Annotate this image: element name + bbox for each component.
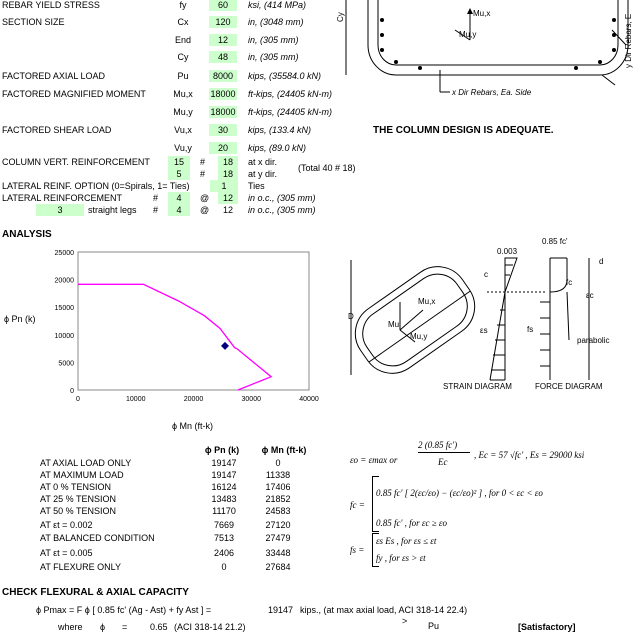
ec-label: εc	[586, 291, 594, 300]
vert-at1: at x dir.	[248, 157, 278, 167]
input-symbol: Cy	[177, 52, 189, 62]
vert-hash1: #	[200, 157, 206, 167]
formula-fs-r2: fy , for εs > εt	[376, 553, 426, 563]
input-label: FACTORED AXIAL LOAD	[2, 71, 106, 81]
formula-fc-r1: 0.85 fc' [ 2(εc/εo) − (εc/εo)² ] , for 0 < εc < εo	[376, 488, 543, 498]
input-value[interactable]: 20	[217, 143, 228, 153]
chart-ylabel: ϕ Pn (k)	[4, 314, 36, 324]
input-symbol: Mu,y	[173, 107, 193, 117]
input-value[interactable]: 18000	[210, 107, 236, 117]
legs-n[interactable]: 3	[57, 205, 63, 215]
input-label: FACTORED SHEAR LOAD	[2, 125, 112, 135]
pu-label: Pu	[428, 621, 440, 631]
lat-unit: in o.c., (305 mm)	[248, 193, 316, 203]
section-mu: Mu	[388, 320, 400, 329]
input-symbol: Vu,y	[174, 143, 192, 153]
rebar-note: x Dir Rebars, Ea. Side	[452, 88, 532, 97]
c-label: c	[484, 270, 488, 279]
D-label: D	[348, 312, 354, 321]
section-mux: Mu,x	[418, 297, 436, 306]
table-row-label: AT 25 % TENSION	[40, 494, 117, 504]
input-symbol: Cx	[177, 17, 189, 27]
mux-label: Mu,x	[473, 9, 491, 18]
input-unit: ksi, (414 MPa)	[248, 0, 307, 10]
input-unit: in, (305 mm)	[248, 35, 299, 45]
interaction-chart	[0, 240, 340, 440]
lat-at: @	[200, 193, 210, 203]
input-unit: ft-kips, (24405 kN-m)	[248, 107, 333, 117]
chart-xlabel: ϕ Mn (ft-k)	[172, 421, 214, 431]
input-unit: kips, (89.0 kN)	[248, 143, 307, 153]
vert-s2[interactable]: 18	[222, 169, 233, 179]
table-pn-value: 19147	[211, 470, 237, 480]
table-pn-value: 11170	[212, 506, 236, 516]
table-row-label: AT 50 % TENSION	[40, 506, 117, 516]
adequacy-status: THE COLUMN DESIGN IS ADEQUATE.	[373, 125, 554, 136]
table-mn-value: 27479	[265, 533, 291, 543]
cy-label: Cy	[336, 12, 345, 22]
table-pn-value: 2406	[213, 548, 235, 558]
y-tick-label: 25000	[54, 250, 74, 257]
table-row-label: AT εt = 0.002	[40, 520, 93, 530]
table-row-label: AT MAXIMUM LOAD	[40, 470, 124, 480]
input-value[interactable]: 8000	[212, 71, 234, 81]
table-mn-value: 27684	[265, 562, 291, 572]
vert-at2: at y dir.	[248, 169, 278, 179]
input-label: REBAR YIELD STRESS	[2, 0, 100, 10]
y-tick-label: 0	[70, 388, 74, 395]
plot-area	[78, 252, 309, 390]
vert-n1[interactable]: 15	[173, 157, 184, 167]
vert-total: (Total 40 # 18)	[298, 163, 356, 173]
phi-ref: (ACI 318-14 21.2)	[174, 622, 246, 632]
table-mn-value: 11338	[265, 470, 291, 480]
input-label: FACTORED MAGNIFIED MOMENT	[2, 89, 146, 99]
table-row-label: AT FLEXURE ONLY	[40, 562, 122, 572]
gt-sign: >	[402, 616, 408, 626]
force-diagram-label: FORCE DIAGRAM	[535, 382, 603, 391]
lat-option-value[interactable]: 1	[221, 181, 227, 191]
fraction-bar	[418, 452, 470, 453]
d-label: d	[599, 257, 604, 266]
legs-size[interactable]: 4	[176, 205, 182, 215]
input-value[interactable]: 30	[217, 125, 228, 135]
formula-eo-num: 2 (0.85 fc')	[418, 440, 458, 450]
pmax-unit: kips., (at max axial load, ACI 318-14 22.4)	[300, 605, 468, 615]
x-tick-label: 0	[76, 396, 80, 403]
table-pn-value: 0	[221, 562, 227, 572]
y-tick-label: 5000	[58, 360, 74, 368]
formula-ec: , Ec = 57 √fc' , Es = 29000 ksi	[474, 450, 585, 460]
x-tick-label: 30000	[241, 396, 261, 403]
table-row-label: AT εt = 0.005	[40, 548, 93, 558]
analysis-title: ANALYSIS	[2, 229, 52, 240]
formula-eo: εo = εmax or	[350, 455, 398, 465]
lat-sp[interactable]: 12	[222, 193, 233, 203]
table-mn-value: 17406	[265, 482, 291, 492]
vert-s1[interactable]: 18	[222, 157, 233, 167]
y-tick-label: 20000	[54, 277, 74, 285]
legs-at: @	[200, 205, 210, 215]
table-pn-value: 16124	[211, 482, 237, 492]
input-label: SECTION SIZE	[2, 17, 65, 27]
lat-option-desc: Ties	[248, 181, 265, 191]
input-unit: kips, (35584.0 kN)	[248, 71, 322, 81]
strain-diagram-label: STRAIN DIAGRAM	[443, 382, 512, 391]
es-label: εs	[480, 326, 488, 335]
input-symbol: Vu,x	[174, 125, 192, 135]
table-header-pn: ϕ Pn (k)	[204, 445, 240, 455]
fs-label: fs	[527, 325, 534, 334]
x-tick-label: 20000	[183, 396, 204, 403]
input-symbol: End	[174, 35, 191, 45]
input-value[interactable]: 12	[217, 35, 228, 45]
lat-size[interactable]: 4	[176, 193, 182, 203]
lat-hash: #	[153, 193, 159, 203]
lat-option-label: LATERAL REINF. OPTION (0=Spirals, 1= Ties)	[2, 181, 190, 191]
table-pn-value: 7513	[213, 533, 235, 543]
fc-prime: 0.85 fc'	[542, 237, 568, 246]
input-unit: ft-kips, (24405 kN-m)	[248, 89, 333, 99]
formula-fc-r2: 0.85 fc' , for εc ≥ εo	[376, 518, 447, 528]
table-mn-value: 21852	[265, 494, 291, 504]
y-tick-label: 15000	[54, 305, 74, 313]
phi-eq: =	[122, 622, 128, 632]
input-symbol: fy	[179, 0, 187, 10]
table-row-label: AT AXIAL LOAD ONLY	[40, 458, 132, 468]
table-header-mn: ϕ Mn (ft-k)	[261, 445, 307, 455]
lat-reinf-label: LATERAL REINFORCEMENT	[2, 193, 123, 203]
x-tick-label: 10000	[126, 396, 146, 403]
table-mn-value: 27120	[265, 520, 291, 530]
vert-n2[interactable]: 5	[176, 169, 182, 179]
phi-symbol: ϕ	[100, 622, 106, 632]
y-tick-label: 10000	[54, 332, 74, 340]
muy-label: Mu,y	[459, 30, 477, 39]
eps-c: 0.003	[497, 247, 518, 256]
section-muy: Mu,y	[410, 332, 428, 341]
input-value[interactable]: 18000	[210, 89, 236, 99]
fc-label: fc	[566, 278, 573, 287]
pmax-value: 19147	[268, 605, 294, 615]
legs-sp: 12	[222, 205, 233, 215]
x-tick-label: 40000	[299, 396, 319, 403]
legs-label: straight legs	[88, 205, 137, 215]
table-pn-value: 7669	[213, 520, 235, 530]
table-pn-value: 19147	[211, 458, 237, 468]
input-value[interactable]: 48	[217, 52, 228, 62]
phi-value: 0.65	[150, 622, 168, 632]
table-row-label: AT 0 % TENSION	[40, 482, 112, 492]
input-value[interactable]: 120	[215, 17, 231, 27]
check-status: [Satisfactory]	[518, 622, 576, 632]
input-unit: in, (305 mm)	[248, 52, 299, 62]
legs-hash: #	[153, 205, 159, 215]
table-mn-value: 24583	[265, 506, 291, 516]
check-title: CHECK FLEXURAL & AXIAL CAPACITY	[2, 587, 189, 598]
vert-reinf-label: COLUMN VERT. REINFORCEMENT	[2, 157, 150, 167]
table-row-label: AT BALANCED CONDITION	[40, 533, 155, 543]
where-label: where	[58, 622, 83, 632]
table-mn-value: 0	[275, 458, 281, 468]
formula-fs: fs =	[350, 545, 365, 555]
formula-eo-den: Ec	[438, 457, 448, 467]
parabolic-label: parabolic	[577, 336, 610, 345]
legs-unit: in o.c., (305 mm)	[248, 205, 316, 215]
input-unit: kips, (133.4 kN)	[248, 125, 312, 135]
pmax-formula: ϕ Pmax = F ϕ [ 0.85 fc' (Ag - Ast) + fy Ast ] =	[36, 605, 212, 615]
formula-fs-r1: εs Es , for εs ≤ εt	[376, 536, 437, 546]
vert-hash2: #	[200, 169, 206, 179]
input-symbol: Pu	[177, 71, 189, 81]
input-value[interactable]: 60	[217, 0, 228, 10]
table-mn-value: 33448	[265, 548, 291, 558]
table-pn-value: 13483	[211, 494, 237, 504]
input-unit: in, (3048 mm)	[248, 17, 304, 27]
input-symbol: Mu,x	[173, 89, 193, 99]
formula-fc: fc =	[350, 500, 365, 510]
ydir-note: y Dir Rebars, E	[624, 13, 633, 68]
